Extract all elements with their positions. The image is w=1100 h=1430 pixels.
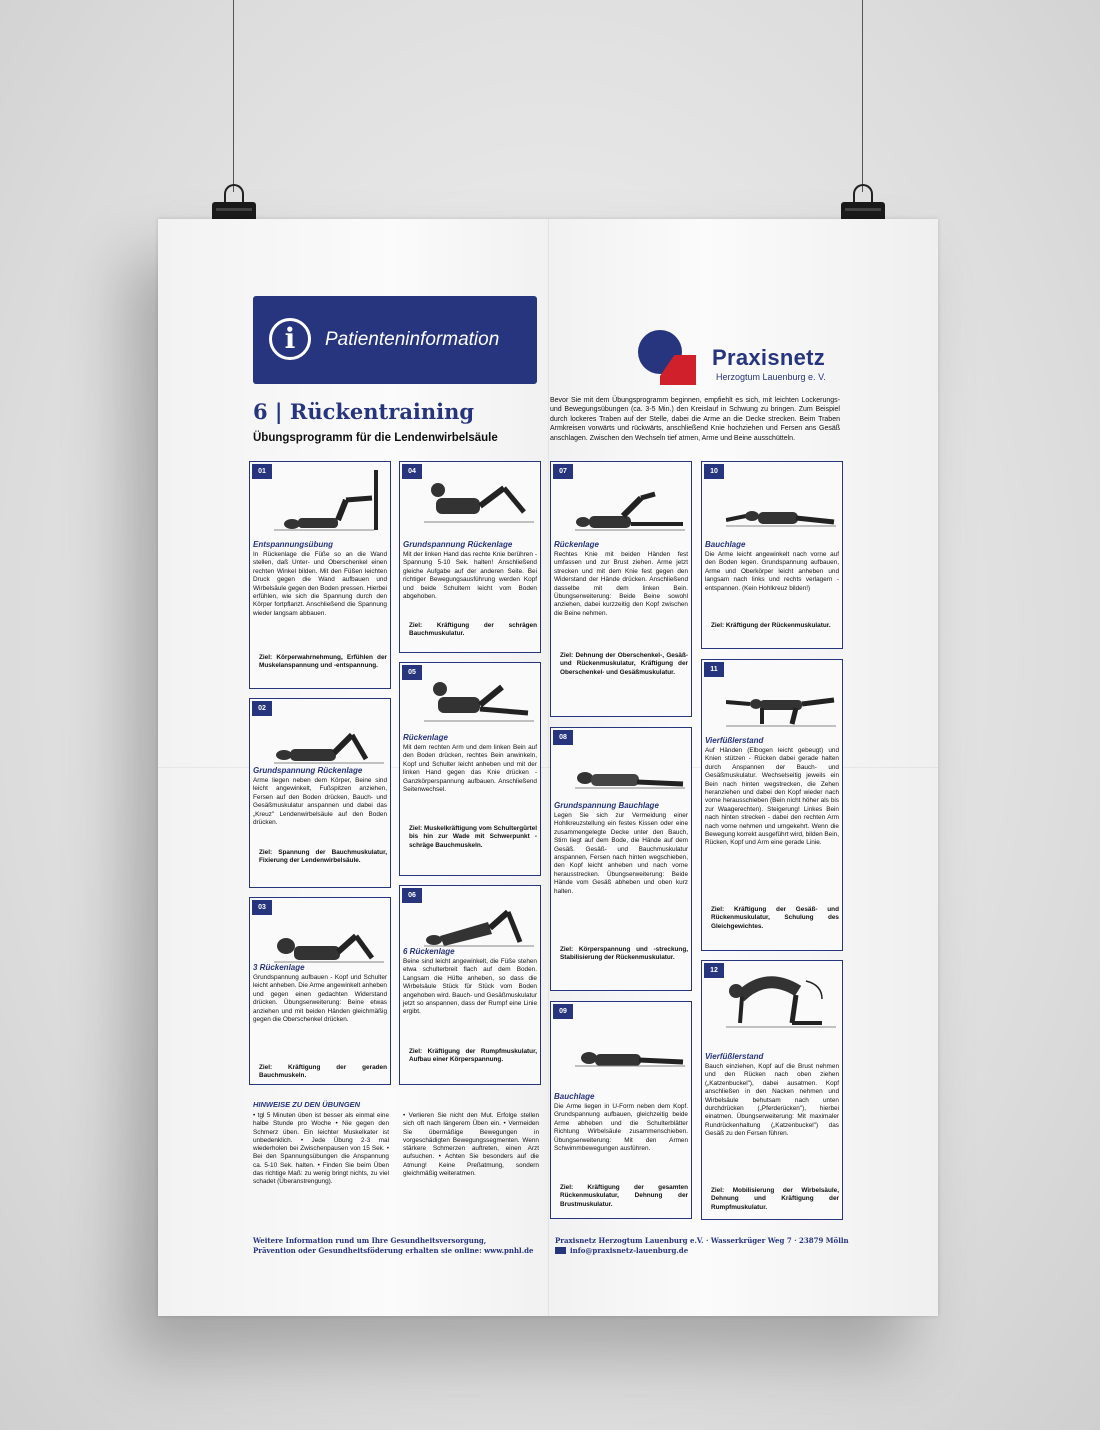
logo-name: Praxisnetz	[712, 345, 826, 370]
exercise-text: Beine sind leicht angewinkelt, die Füße stehen etwa schulterbreit flach auf dem Boden. Langsam die Hüfte anheben, so dass die Wirbelsäule Stück für Stück vom Boden angehoben wird. Bauch- und Gesäßmuskulatur jetzt so anspannen, dass der Rumpf eine Linie ergibt.	[403, 958, 537, 1016]
exercise-goal: Ziel: Spannung der Bauchmuskulatur, Fixierung der Lendenwirbelsäule.	[259, 849, 387, 865]
exercise-text: Mit der linken Hand das rechte Knie berühren - Spannung 5-10 Sek. halten! Anschließend gleiche Aufgabe auf der anderen Seite. Bei richtiger Bewegungsausführung werden Kopf und beide Schultern leicht vom Boden abgehoben.	[403, 551, 537, 601]
poster	[158, 219, 938, 1316]
exercise-title: 3 Rückenlage	[253, 963, 305, 972]
exercise-title: Vierfüßlerstand	[705, 736, 764, 745]
banner-text: Patienteninformation	[325, 329, 500, 350]
exercise-number: 12	[704, 963, 724, 978]
exercise-number: 08	[553, 730, 573, 745]
exercise-card-04	[399, 461, 541, 653]
footer-email[interactable]: info@praxisnetz-lauenburg.de	[570, 1246, 689, 1255]
logo-subtitle: Herzogtum Lauenburg e. V.	[716, 372, 826, 382]
exercise-goal: Ziel: Kräftigung der Rumpfmuskulatur, Aufbau einer Körperspannung.	[409, 1048, 537, 1064]
footer-left-line-1: Weitere Information rund um Ihre Gesundheitsversorgung,	[253, 1236, 487, 1245]
exercise-text: In Rückenlage die Füße so an die Wand stellen, daß Unter- und Oberschenkel einen rechten Winkel bilden. Mit den Füßen leichten Druck gegen die Wand aufbauen und Wirbelsäule gegen den Boden pressen. Hierbei erfühlen, wie sich die Spannung durch den Körper fortpflanzt. Anschließend die Spannung wieder langsam abbauen.	[253, 551, 387, 617]
exercise-goal: Ziel: Körperspannung und -streckung, Stabilisierung der Rückenmuskulatur.	[560, 946, 688, 962]
exercise-number: 11	[704, 662, 724, 677]
exercise-card-10	[701, 461, 843, 649]
exercise-text: Die Arme liegen in U-Form neben dem Kopf. Grundspannung aufbauen, gleichzeitig beide Arme abheben und die Schulterblätter Richtung Wirbelsäule zusammenschieben. Übungserweiterung: Mit den Armen Schwimmbewegungen ausführen.	[554, 1103, 688, 1153]
exercise-goal: Ziel: Kräftigung der geraden Bauchmuskeln.	[259, 1064, 387, 1080]
footer-right	[555, 1236, 849, 1256]
exercise-figure-icon	[274, 468, 384, 532]
exercise-number: 09	[553, 1004, 573, 1019]
exercise-goal: Ziel: Körperwahrnehmung, Erfühlen der Muskelanspannung und -entspannung.	[259, 654, 387, 670]
exercise-figure-icon	[274, 904, 384, 968]
footer-left	[253, 1236, 533, 1256]
exercise-card-03	[249, 897, 391, 1085]
exercise-card-08	[550, 727, 692, 991]
intro-text: Bevor Sie mit dem Übungsprogramm beginnen, empfiehlt es sich, mit leichten Lockerungs- und Bewegungsübungen (ca. 3-5 Min.) den Kreislauf in Schwung zu bringen. Zum Beispiel durch lockeres Traben auf der Stelle, dabei die Arme an die Decke strecken. Beim Traben Armkreisen vorwärts und rückwärts, anschließend Knie hochziehen und Fersen ans Gesäß anschlagen. Zwischen den Wechseln tief atmen, Arme und Beine ausschütteln.	[550, 397, 840, 442]
exercise-goal: Ziel: Kräftigung der Gesäß- und Rückenmuskulatur, Schulung des Gleichgewichtes.	[711, 906, 839, 930]
hanging-wire-left	[233, 0, 234, 192]
exercise-title: Entspannungsübung	[253, 540, 333, 549]
exercise-figure-icon	[424, 669, 534, 733]
exercise-goal: Ziel: Muskelkräftigung vom Schultergürtel bis hin zur Wade mit Schwerpunkt - schräge Bauchmuskeln.	[409, 825, 537, 849]
exercise-figure-icon	[575, 468, 685, 532]
exercise-title: Grundspannung Bauchlage	[554, 801, 659, 810]
exercise-text: Die Arme leicht angewinkelt nach vorne auf den Boden legen. Grundspannung aufbauen, Arme und Oberkörper leicht anheben und langsam nach links und rechts verlagern - entspannen. (Kein Hohlkreuz bilden!)	[705, 551, 839, 592]
exercise-text: Rechtes Knie mit beiden Händen fest umfassen und zur Brust ziehen. Arme jetzt strecken und mit dem Knie fest gegen den Widerstand der Hände drücken. Anschließend dasselbe mit dem linken Bein. Übungserweiterung: Beide Beine sowohl anziehen, dabei kurzzeitig den Kopf zwischen die Beine nehmen.	[554, 551, 688, 617]
exercise-card-11	[701, 659, 843, 951]
exercise-title: Bauchlage	[705, 540, 746, 549]
footer-left-line-2: Prävention oder Gesundheitsföderung erhalten sie online: www.pnhl.de	[253, 1246, 534, 1255]
hints-column-1: • tgl 5 Minuten üben ist besser als einmal eine halbe Stunde pro Woche • Nie gegen den Schmerz üben. Ein leichter Muskelkater ist unbedenklich. • Jede Übung 2-3 mal wiederholen bei Zwischenpausen von 15 Sek. • Bei den Spannungsübungen die Anspannung ca. 5-10 Sek. halten. • Finden Sie beim Üben das richtige Maß: zu wenig bringt nichts, zu viel schadet (Überanstrengung).	[253, 1112, 389, 1186]
page-title: 6 | Rückentraining	[253, 399, 475, 424]
exercise-text: Mit dem rechten Arm und dem linken Bein auf den Boden drücken, rechtes Bein anwinkeln, Kopf und Schulter leicht anheben und mit der linken Hand gegen das Knie drücken - Ganzkörperspannung aufbauen. Anschließend Seitenwechsel.	[403, 744, 537, 794]
mail-icon	[555, 1247, 566, 1254]
exercise-title: Rückenlage	[403, 733, 448, 742]
exercise-goal: Ziel: Kräftigung der schrägen Bauchmuskulatur.	[409, 622, 537, 638]
exercise-text: Grundspannung aufbauen - Kopf und Schulter leicht anheben. Die Arme angewinkelt anheben und gegen einen gedachten Widerstand drücken. Übungserweiterung: Beine etwas anziehen und mit beiden Händen gleichmäßig gegen die Oberschenkel drücken.	[253, 974, 387, 1024]
info-icon: i	[269, 318, 311, 360]
exercise-number: 04	[402, 464, 422, 479]
footer-address: Praxisnetz Herzogtum Lauenburg e.V. · Wasserkrüger Weg 7 · 23879 Mölln	[555, 1236, 849, 1245]
exercise-figure-icon	[575, 1008, 685, 1072]
hanging-wire-right	[862, 0, 863, 192]
page-subtitle: Übungsprogramm für die Lendenwirbelsäule	[253, 432, 498, 444]
exercise-goal: Ziel: Dehnung der Oberschenkel-, Gesäß- und Rückenmuskulatur, Kräftigung der Oberschenkel- und Gesäßmuskulatur.	[560, 652, 688, 676]
exercise-figure-icon	[274, 705, 384, 769]
exercise-goal: Ziel: Kräftigung der gesamten Rückenmuskulatur, Dehnung der Brustmuskulatur.	[560, 1184, 688, 1208]
exercise-title: 6 Rückenlage	[403, 947, 455, 956]
exercise-title: Grundspannung Rückenlage	[403, 540, 513, 549]
exercise-goal: Ziel: Kräftigung der Rückenmuskulatur.	[711, 622, 831, 629]
exercise-text: Arme liegen neben dem Körper, Beine sind leicht angewinkelt, Fußspitzen anziehen, Fersen auf den Boden drücken, Bauch- und Gesäßmuskulatur anspannen und dabei das „Kreuz" Lendenwirbelsäule auf den Boden drücken.	[253, 777, 387, 827]
exercise-figure-icon	[726, 666, 836, 730]
exercise-number: 05	[402, 665, 422, 680]
exercise-number: 07	[553, 464, 573, 479]
exercise-title: Rückenlage	[554, 540, 599, 549]
patient-info-banner	[253, 296, 537, 384]
exercise-number: 02	[252, 701, 272, 716]
exercise-text: Legen Sie sich zur Vermeidung einer Hohlkreuzstellung ein festes Kissen oder eine zusammengelegte Decke unter den Bauch, Stirn liegt auf dem Bode, die Hände auf dem Gesäß. Gesäß- und Bauchmuskulatur anspannen, Fersen nach hinten wegschieben, den Kopf leicht anheben und nach vorne herausstrecken. Übungserweiterung: Beide Hände vom Gesäß abheben und oben kurz halten.	[554, 812, 688, 895]
exercise-card-09	[550, 1001, 692, 1219]
exercise-figure-icon	[726, 967, 836, 1031]
hints-column-2: • Verlieren Sie nicht den Mut. Erfolge stellen sich oft nach längerem Üben ein. • Vermeiden Sie übermäßige Bewegungen in vorgeschädigten Bewegungssegmenten. Wenn stärkere Schmerzen auftreten, einen Arzt aufsuchen. • Achten Sie besonders auf die Atmung! Keine Preßatmung, sondern gleichmäßig weiteratmen.	[403, 1112, 539, 1178]
exercise-title: Grundspannung Rückenlage	[253, 766, 363, 775]
exercise-number: 03	[252, 900, 272, 915]
exercise-figure-icon	[726, 468, 836, 532]
exercise-card-06	[399, 885, 541, 1085]
exercise-number: 01	[252, 464, 272, 479]
exercise-card-01	[249, 461, 391, 689]
praxisnetz-logo	[638, 327, 838, 387]
exercise-card-02	[249, 698, 391, 888]
exercise-figure-icon	[424, 468, 534, 532]
exercise-text: Auf Händen (Elbogen leicht gebeugt) und Knien stützen - Rücken dabei gerade halten durch Anspannen der Bauch- und Gesäßmuskulatur. Wechselseitig jeweils ein Bein nach hinten wegstrecken, die Zehen heranziehen und dabei den Kopf wieder nach vorne herausschieben (Bein nicht höher als bis zur Waagerechten). Steigerung! Linkes Bein nach hinten strecken - dabei den rechten Arm nach vorne nehmen und umgekehrt. Wenn die Bewegung korrekt ausgeführt wird, bilden Bein, Rücken, Kopf und Arm eine gerade Linie.	[705, 747, 839, 847]
exercise-card-05	[399, 662, 541, 876]
exercise-figure-icon	[575, 734, 685, 798]
exercise-card-12	[701, 960, 843, 1220]
exercise-text: Bauch einziehen, Kopf auf die Brust nehmen und den Rücken nach oben ziehen („Katzenbuckel"), dabei ausatmen. Kopf anschließen in den Nacken nehmen und Wirbelsäule behutsam nach unten durchdrücken („Pferderücken"), hierbei einatmen. Übungserweiterung: Mit maximaler Rundrückenhaltung („Katzenbuckel") das Gesäß zu den Fersen führen.	[705, 1063, 839, 1138]
exercise-card-07	[550, 461, 692, 717]
exercise-title: Bauchlage	[554, 1092, 595, 1101]
exercise-goal: Ziel: Mobilisierung der Wirbelsäule, Dehnung und Kräftigung der Rumpfmuskulatur.	[711, 1187, 839, 1211]
hints-title: HINWEISE ZU DEN ÜBUNGEN	[253, 1100, 361, 1109]
exercise-number: 06	[402, 888, 422, 903]
exercise-title: Vierfüßlerstand	[705, 1052, 764, 1061]
exercise-number: 10	[704, 464, 724, 479]
